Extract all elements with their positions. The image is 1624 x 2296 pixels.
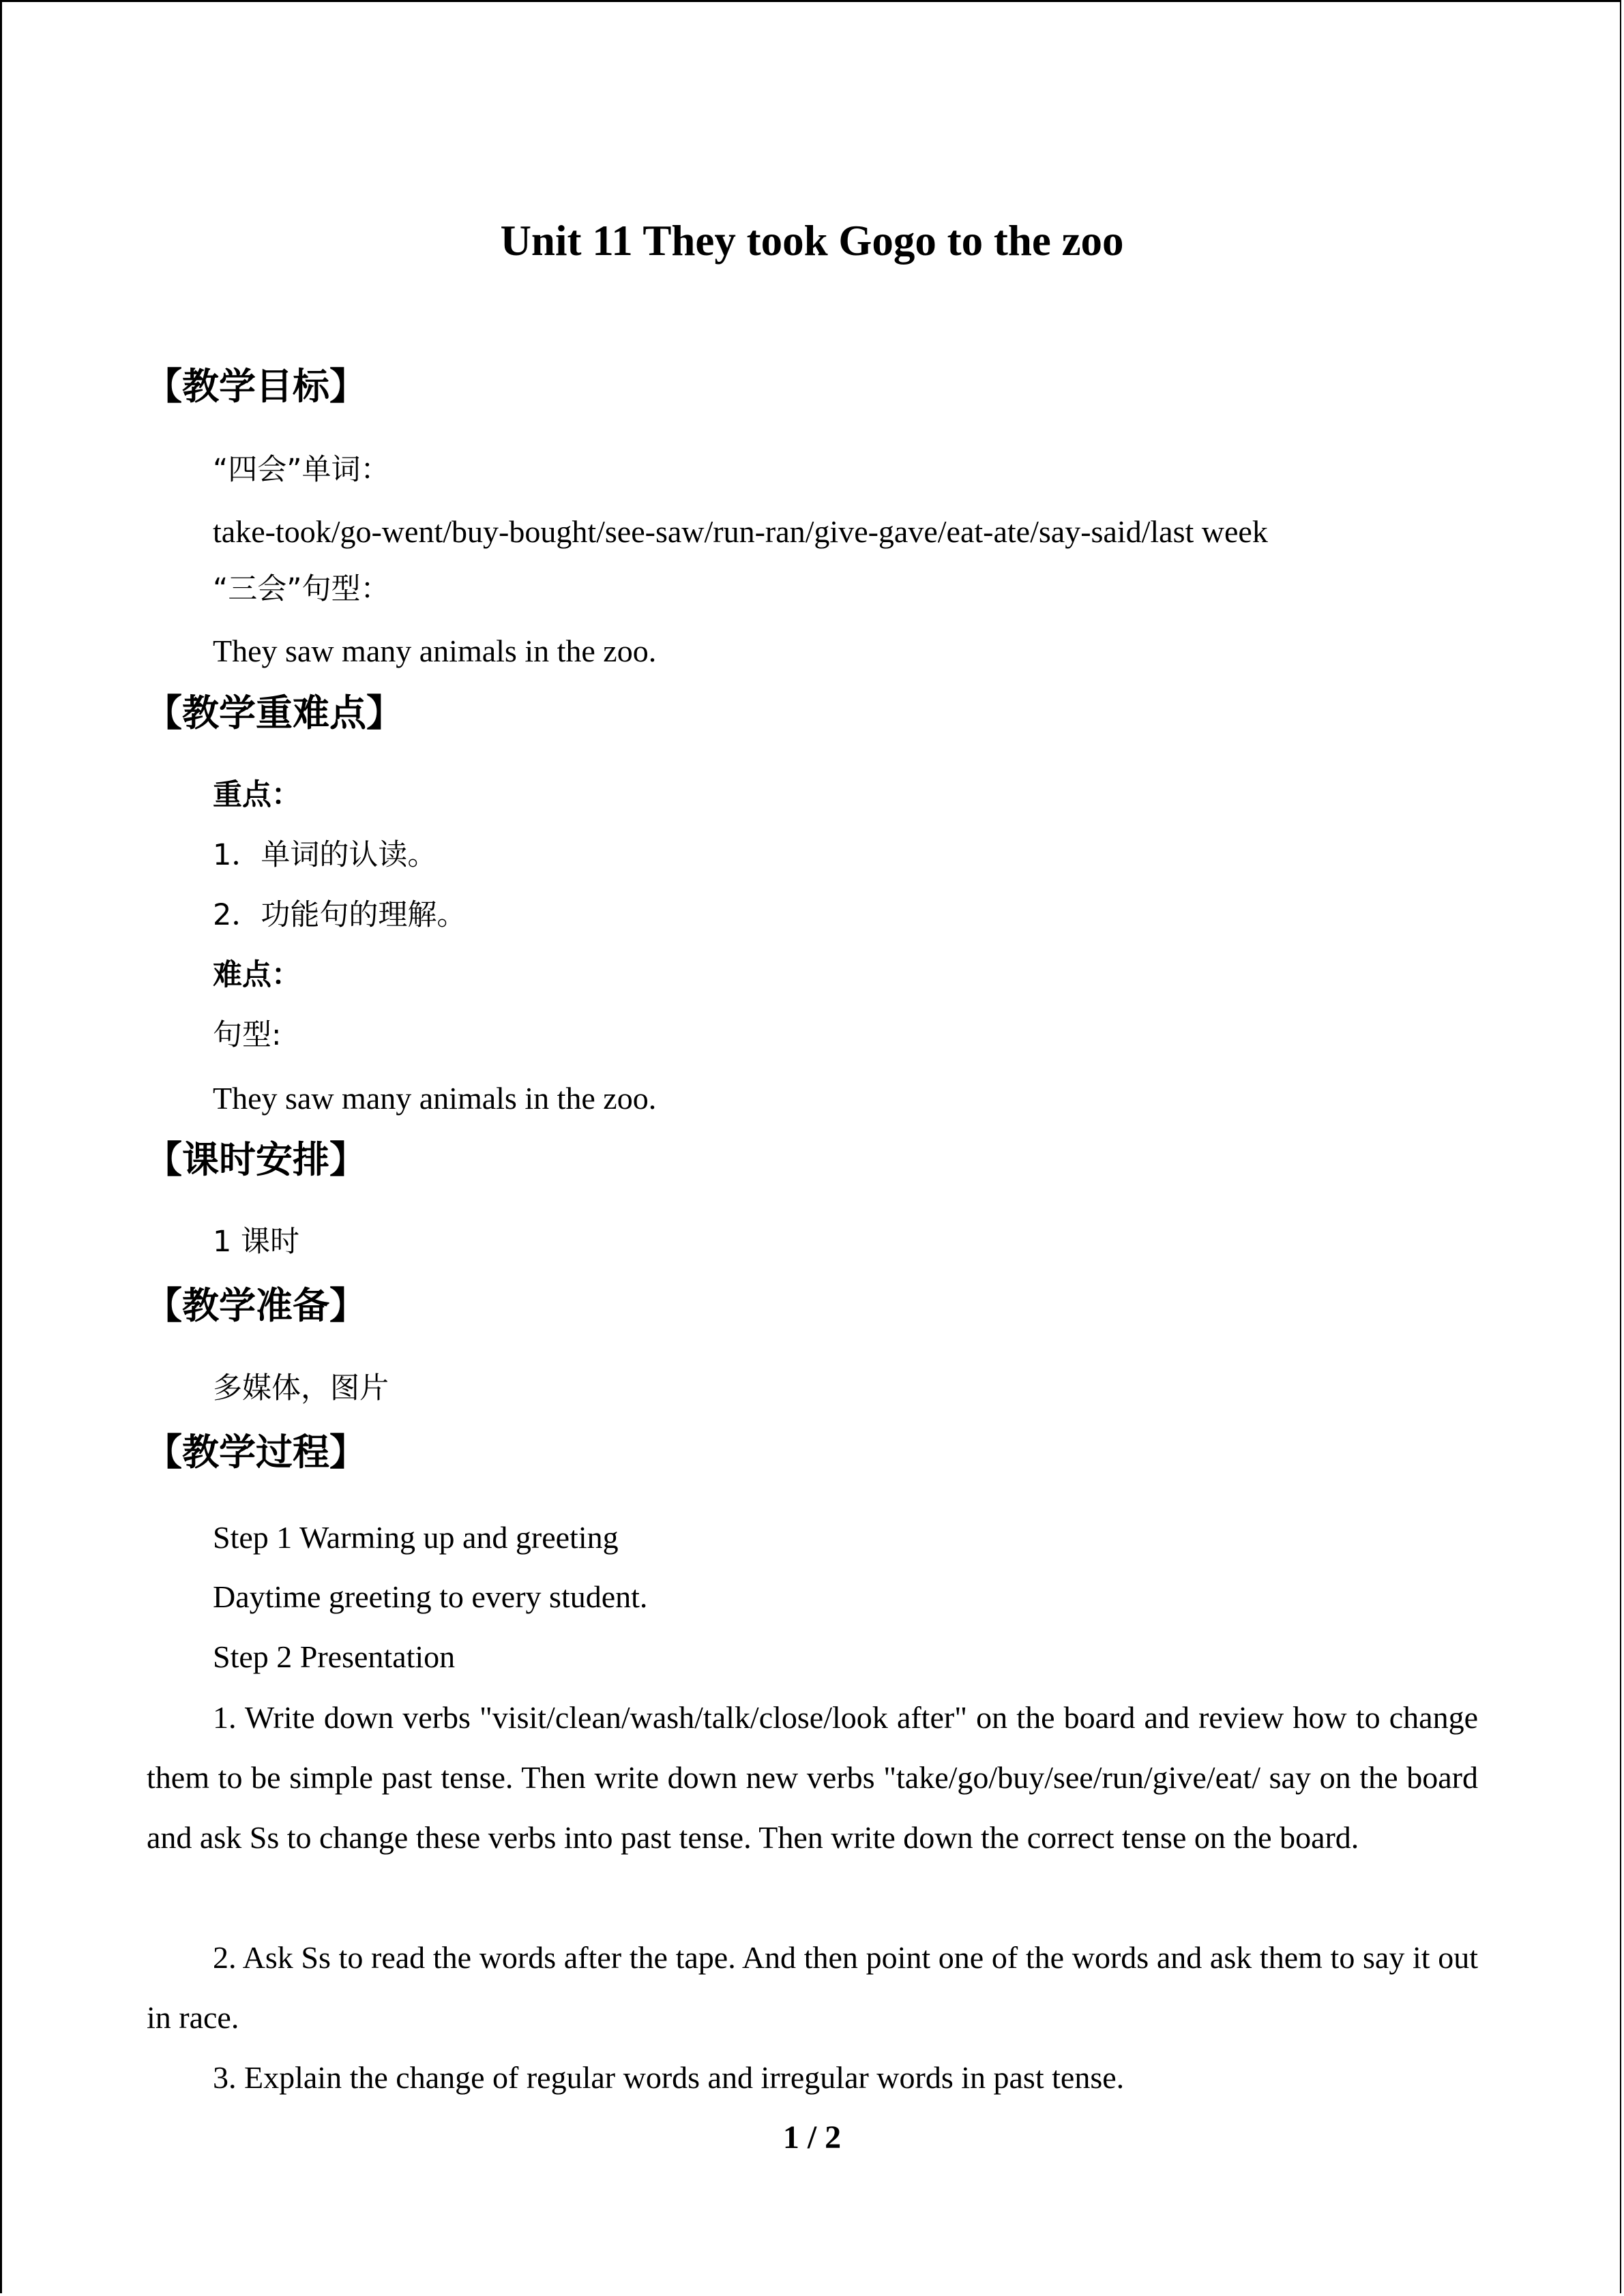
- pattern-label: 句型:: [213, 1018, 282, 1052]
- page-number: 1 / 2: [782, 2119, 842, 2156]
- preparation-value: 多媒体，图片: [213, 1371, 389, 1405]
- section-heading-preparation: 【教学准备】: [145, 1284, 366, 1327]
- difficulty-label: 难点：: [213, 958, 301, 992]
- target-sentence: They saw many animals in the zoo.: [213, 633, 657, 668]
- focus-label: 重点：: [213, 778, 301, 812]
- step-2-title: Step 2 Presentation: [213, 1639, 456, 1674]
- process-item-1: 1. Write down verbs "visit/clean/wash/talk/close/look after" on the board and review how to change them to be simple past tense. Then write down new verbs "take/go/buy/see/run/give/eat/ say on the board and ask Ss to change these verbs into past tense. Then write down the correct tense on the board.: [147, 1700, 1478, 1855]
- focus-item-2: 2．功能句的理解。: [213, 898, 467, 932]
- section-heading-schedule: 【课时安排】: [145, 1138, 366, 1181]
- section-heading-process: 【教学过程】: [145, 1431, 366, 1474]
- schedule-value: 1 课时: [213, 1225, 300, 1259]
- focus-item-1: 1．单词的认读。: [213, 838, 437, 872]
- process-item-2: 2. Ask Ss to read the words after the tape. And then point one of the words and ask them to say it out in race.: [147, 1940, 1478, 2035]
- step-1-text: Daytime greeting to every student.: [213, 1579, 648, 1614]
- four-skills-label: “四会”单词：: [213, 453, 390, 487]
- pattern-sentence: They saw many animals in the zoo.: [213, 1081, 657, 1116]
- vocabulary-list: take-took/go-went/buy-bought/see-saw/run-ran/give-gave/eat-ate/say-said/last week: [213, 514, 1268, 549]
- document-title: Unit 11 They took Gogo to the zoo: [500, 217, 1124, 265]
- section-heading-key-points: 【教学重难点】: [145, 691, 403, 734]
- section-heading-objectives: 【教学目标】: [145, 365, 366, 408]
- process-item-3: 3. Explain the change of regular words and irregular words in past tense.: [213, 2060, 1125, 2095]
- step-1-title: Step 1 Warming up and greeting: [213, 1520, 619, 1555]
- three-skills-label: “三会”句型：: [213, 572, 390, 606]
